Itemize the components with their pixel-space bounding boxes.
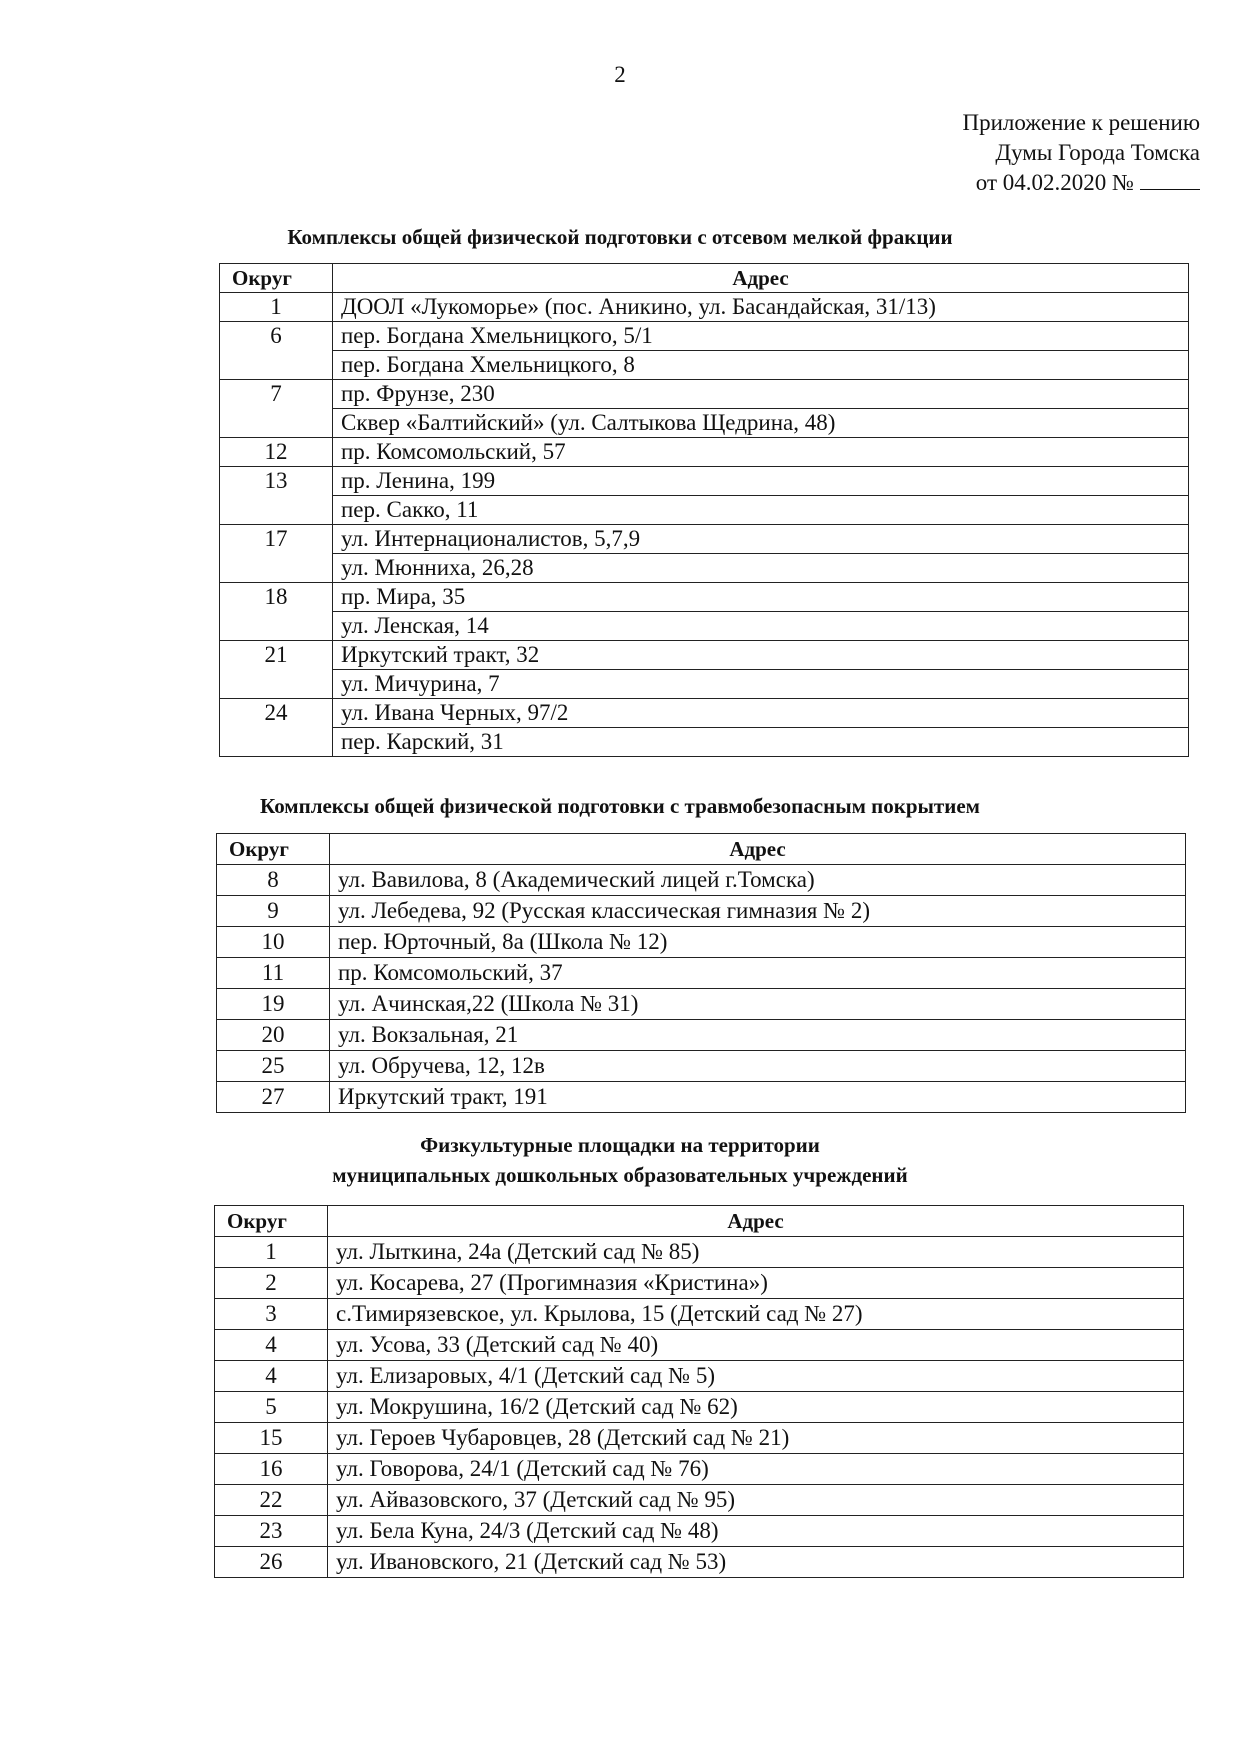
column-header-address: Адрес (333, 264, 1189, 293)
table-row (217, 865, 1186, 896)
table-row (220, 293, 1189, 322)
table-kindergarten-grounds (214, 1205, 1184, 1578)
page-number: 2 (614, 62, 626, 87)
table-row (220, 322, 1189, 351)
column-header-okrug: Округ (217, 834, 330, 865)
table-row (220, 554, 1189, 583)
address-cell: ул. Лебедева, 92 (Русская классическая гимназия № 2) (330, 896, 1186, 927)
address-cell: ул. Елизаровых, 4/1 (Детский сад № 5) (328, 1361, 1184, 1392)
table-row (217, 1051, 1186, 1082)
table-row (217, 1020, 1186, 1051)
appendix-line-1: Приложение к решению (962, 110, 1200, 135)
table-row (215, 1392, 1184, 1423)
table-row (220, 496, 1189, 525)
table-row (220, 525, 1189, 554)
address-cell: Сквер «Балтийский» (ул. Салтыкова Щедрина, 48) (333, 409, 1189, 438)
okrug-cell: 3 (215, 1299, 328, 1330)
address-cell: ул. Ачинская,22 (Школа № 31) (330, 989, 1186, 1020)
address-cell: пр. Ленина, 199 (333, 467, 1189, 496)
table-row (217, 989, 1186, 1020)
address-cell: ул. Косарева, 27 (Прогимназия «Кристина») (328, 1268, 1184, 1299)
okrug-cell: 27 (217, 1082, 330, 1113)
column-header-address: Адрес (330, 834, 1186, 865)
address-cell: ул. Усова, 33 (Детский сад № 40) (328, 1330, 1184, 1361)
table-row (220, 728, 1189, 757)
address-cell: ул. Обручева, 12, 12в (330, 1051, 1186, 1082)
address-cell: ул. Ленская, 14 (333, 612, 1189, 641)
section-title-3 (0, 1130, 1240, 1190)
address-cell: ул. Айвазовского, 37 (Детский сад № 95) (328, 1485, 1184, 1516)
okrug-cell: 19 (217, 989, 330, 1020)
table-row (220, 641, 1189, 670)
table-row (220, 583, 1189, 612)
table-row (220, 467, 1189, 496)
okrug-cell: 2 (215, 1268, 328, 1299)
okrug-cell: 12 (220, 438, 333, 467)
section-title-3-line-1: Физкультурные площадки на территории (420, 1133, 820, 1157)
table-row (215, 1485, 1184, 1516)
okrug-cell: 11 (217, 958, 330, 989)
okrug-cell: 25 (217, 1051, 330, 1082)
appendix-line-3 (962, 168, 1200, 198)
address-cell: пр. Комсомольский, 37 (330, 958, 1186, 989)
okrug-cell: 6 (220, 322, 333, 380)
address-cell: ул. Героев Чубаровцев, 28 (Детский сад № 21) (328, 1423, 1184, 1454)
table-row (215, 1423, 1184, 1454)
table-row (215, 1361, 1184, 1392)
address-cell: Иркутский тракт, 191 (330, 1082, 1186, 1113)
address-cell: ул. Интернационалистов, 5,7,9 (333, 525, 1189, 554)
table-row (220, 380, 1189, 409)
address-cell: пр. Мира, 35 (333, 583, 1189, 612)
section-title-3-line-2: муниципальных дошкольных образовательных учреждений (332, 1163, 908, 1187)
address-cell: пр. Комсомольский, 57 (333, 438, 1189, 467)
okrug-cell: 10 (217, 927, 330, 958)
table-header-row (215, 1206, 1184, 1237)
address-cell: ул. Бела Куна, 24/3 (Детский сад № 48) (328, 1516, 1184, 1547)
okrug-cell: 18 (220, 583, 333, 641)
address-cell: ул. Ивана Черных, 97/2 (333, 699, 1189, 728)
okrug-cell: 4 (215, 1361, 328, 1392)
address-cell: Иркутский тракт, 32 (333, 641, 1189, 670)
okrug-cell: 26 (215, 1547, 328, 1578)
table-row (220, 612, 1189, 641)
table-row (217, 896, 1186, 927)
address-cell: ул. Мичурина, 7 (333, 670, 1189, 699)
appendix-header (962, 108, 1200, 198)
table-row (215, 1547, 1184, 1578)
table-row (215, 1330, 1184, 1361)
table-row (217, 927, 1186, 958)
okrug-cell: 1 (220, 293, 333, 322)
address-cell: ул. Вавилова, 8 (Академический лицей г.Томска) (330, 865, 1186, 896)
table-row (220, 670, 1189, 699)
okrug-cell: 21 (220, 641, 333, 699)
table-row (220, 699, 1189, 728)
address-cell: с.Тимирязевское, ул. Крылова, 15 (Детский сад № 27) (328, 1299, 1184, 1330)
table-safe-surface (216, 833, 1186, 1113)
address-cell: пер. Богдана Хмельницкого, 8 (333, 351, 1189, 380)
address-cell: пер. Сакко, 11 (333, 496, 1189, 525)
table-row (215, 1268, 1184, 1299)
table-header-row (217, 834, 1186, 865)
address-cell: пр. Фрунзе, 230 (333, 380, 1189, 409)
address-cell: ул. Мюнниха, 26,28 (333, 554, 1189, 583)
address-cell: ДООЛ «Лукоморье» (пос. Аникино, ул. Басандайская, 31/13) (333, 293, 1189, 322)
okrug-cell: 8 (217, 865, 330, 896)
okrug-cell: 1 (215, 1237, 328, 1268)
okrug-cell: 9 (217, 896, 330, 927)
table-row (215, 1237, 1184, 1268)
table-row (215, 1516, 1184, 1547)
table-row (217, 1082, 1186, 1113)
address-cell: ул. Лыткина, 24а (Детский сад № 85) (328, 1237, 1184, 1268)
table-row (220, 438, 1189, 467)
okrug-cell: 22 (215, 1485, 328, 1516)
okrug-cell: 17 (220, 525, 333, 583)
column-header-okrug: Округ (215, 1206, 328, 1237)
okrug-cell: 16 (215, 1454, 328, 1485)
decision-number-blank (1140, 171, 1200, 190)
table-row (215, 1299, 1184, 1330)
okrug-cell: 20 (217, 1020, 330, 1051)
address-cell: ул. Мокрушина, 16/2 (Детский сад № 62) (328, 1392, 1184, 1423)
address-cell: ул. Ивановского, 21 (Детский сад № 53) (328, 1547, 1184, 1578)
table-row (220, 351, 1189, 380)
okrug-cell: 23 (215, 1516, 328, 1547)
column-header-okrug: Округ (220, 264, 333, 293)
address-cell: пер. Богдана Хмельницкого, 5/1 (333, 322, 1189, 351)
appendix-line-2: Думы Города Томска (995, 140, 1200, 165)
table-row (217, 958, 1186, 989)
appendix-date: от 04.02.2020 № (975, 170, 1134, 195)
section-title-1: Комплексы общей физической подготовки с отсевом мелкой фракции (287, 225, 953, 249)
okrug-cell: 7 (220, 380, 333, 438)
okrug-cell: 15 (215, 1423, 328, 1454)
address-cell: ул. Говорова, 24/1 (Детский сад № 76) (328, 1454, 1184, 1485)
address-cell: ул. Вокзальная, 21 (330, 1020, 1186, 1051)
table-header-row (220, 264, 1189, 293)
okrug-cell: 4 (215, 1330, 328, 1361)
okrug-cell: 5 (215, 1392, 328, 1423)
column-header-address: Адрес (328, 1206, 1184, 1237)
address-cell: пер. Юрточный, 8а (Школа № 12) (330, 927, 1186, 958)
table-fine-fraction (219, 263, 1189, 757)
address-cell: пер. Карский, 31 (333, 728, 1189, 757)
okrug-cell: 24 (220, 699, 333, 757)
table-row (220, 409, 1189, 438)
okrug-cell: 13 (220, 467, 333, 525)
section-title-2: Комплексы общей физической подготовки с травмобезопасным покрытием (260, 794, 980, 818)
table-row (215, 1454, 1184, 1485)
